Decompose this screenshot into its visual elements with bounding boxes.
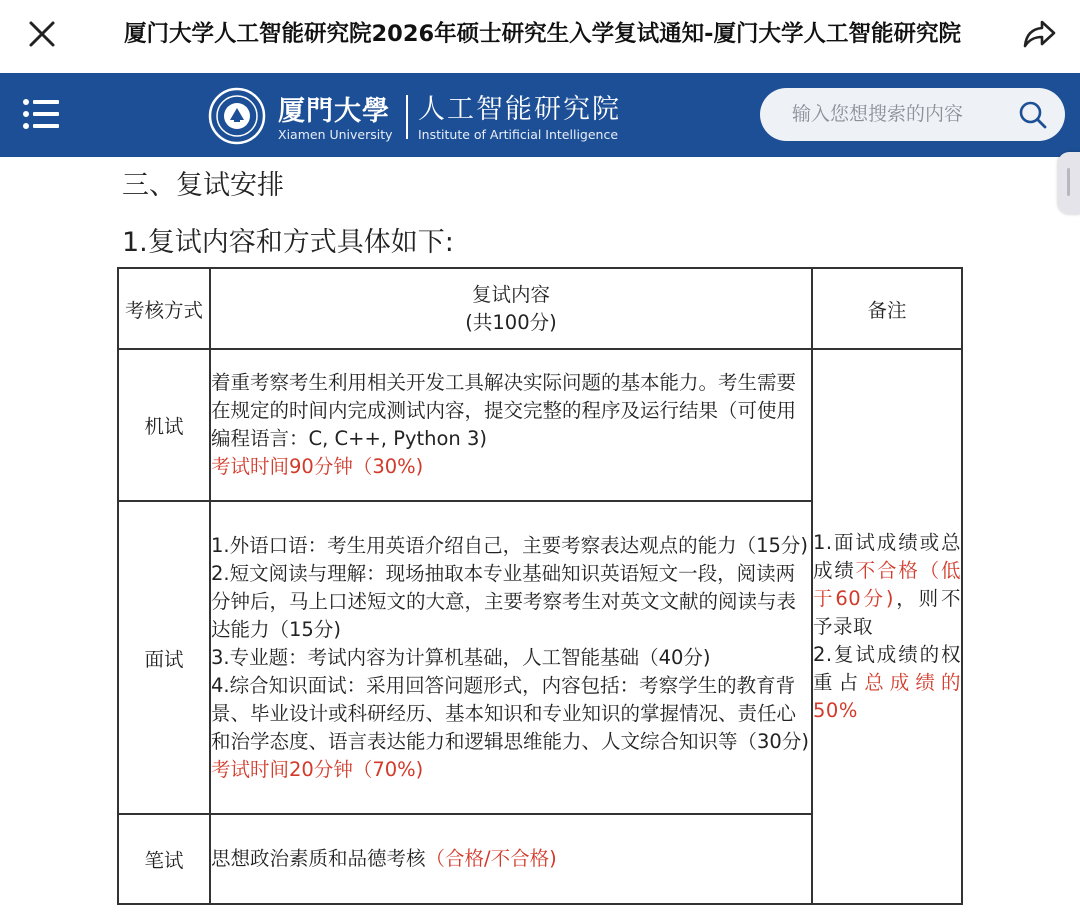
logo-university-name-en: Xiamen University	[278, 127, 393, 142]
site-header	[0, 73, 1080, 157]
pass-fail-highlight: （合格/不合格)	[425, 847, 557, 870]
content-text: 着重考察考生利用相关开发工具解决实际问题的基本能力。考生需要在规定的时间内完成测试内容，提交完整的程序及运行结果（可使用编程语言：C, C++, Python 3)	[211, 371, 797, 450]
logo-divider	[406, 95, 408, 139]
logo-institute-name-en: Institute of Artificial Intelligence	[418, 127, 619, 142]
search-box	[760, 88, 1065, 141]
content-cell	[210, 814, 812, 904]
note-highlight: 总成绩的50%	[813, 670, 961, 722]
handle-grip-icon	[1067, 168, 1070, 196]
university-seal-icon	[208, 87, 266, 145]
sub-heading: 1.复试内容和方式具体如下:	[122, 227, 454, 258]
header-method: 考核方式	[118, 268, 210, 349]
header-content-title: 复试内容	[471, 282, 550, 306]
content-cell	[210, 349, 812, 501]
header-content-score: (共100分)	[465, 310, 557, 334]
section-heading: 三、复试安排	[122, 170, 284, 201]
interview-item: 1.外语口语：考生用英语介绍自己，主要考察表达观点的能力（15分)	[211, 533, 809, 557]
note-text: 2.复试成绩的权重占	[813, 642, 961, 694]
interview-item: 3.专业题：考试内容为计算机基础，人工智能基础（40分)	[211, 645, 711, 669]
exam-time-highlight: 考试时间90分钟（30%)	[211, 455, 424, 478]
content-text: 思想政治素质和品德考核	[211, 847, 426, 870]
method-label: 机试	[118, 349, 210, 501]
interview-item: 2.短文阅读与理解：现场抽取本专业基础知识英语短文一段，阅读两分钟后，马上口述短文的大意，主要考察考生对英文文献的阅读与表达能力（15分)	[211, 561, 797, 641]
menu-icon	[20, 96, 62, 132]
search-input[interactable]	[792, 96, 1007, 132]
close-icon	[22, 14, 62, 54]
schedule-table	[117, 267, 963, 905]
note-highlight: 不合格（低于60分)	[813, 558, 961, 610]
side-drawer-handle[interactable]	[1058, 152, 1080, 214]
method-label: 笔试	[118, 814, 210, 904]
logo-university-name: 厦門大學	[278, 96, 390, 127]
table-header-row	[118, 268, 962, 349]
exam-time-highlight: 考试时间20分钟（70%)	[211, 757, 424, 781]
search-icon	[1018, 100, 1048, 130]
note-text: ，则不予录取	[813, 586, 961, 638]
share-button[interactable]	[1018, 14, 1060, 54]
site-logo[interactable]	[208, 85, 628, 147]
header-note: 备注	[812, 268, 962, 349]
top-app-bar	[0, 0, 1080, 73]
page-title: 厦门大学人工智能研究院2026年硕士研究生入学复试通知-厦门大学人工智能研究院	[124, 21, 961, 47]
search-button[interactable]	[1018, 100, 1048, 130]
menu-button[interactable]	[20, 96, 62, 132]
note-cell	[812, 349, 962, 904]
interview-item: 4.综合知识面试：采用回答问题形式，内容包括：考察学生的教育背景、毕业设计或科研经历、基本知识和专业知识的掌握情况、责任心和治学态度、语言表达能力和逻辑思维能力、人文综合知识等（30分)	[211, 673, 809, 753]
table-row-machine-test	[118, 349, 962, 501]
content-cell	[210, 501, 812, 814]
close-button[interactable]	[22, 14, 62, 54]
share-icon	[1018, 14, 1060, 54]
logo-institute-name: 人工智能研究院	[418, 94, 621, 125]
method-label: 面试	[118, 501, 210, 814]
header-content	[210, 268, 812, 349]
note-text: 1.面试成绩或总成绩	[813, 530, 961, 582]
